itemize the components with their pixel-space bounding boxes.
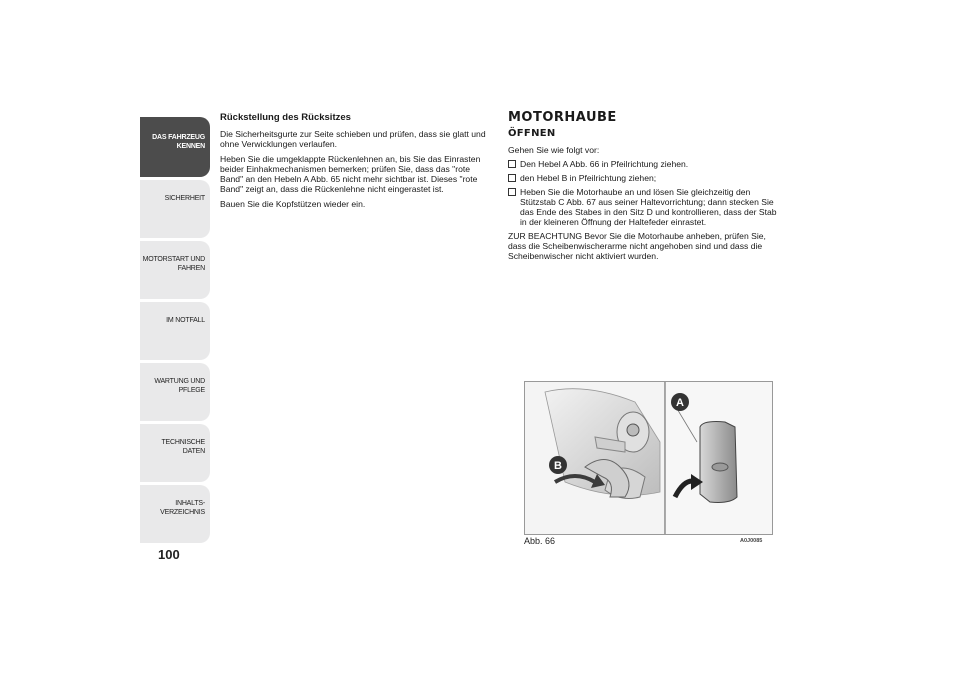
- tab-sicherheit[interactable]: SICHERHEIT: [140, 180, 210, 238]
- sidebar-nav: [140, 117, 210, 546]
- list-item: Heben Sie die Motorhaube an und lösen Sie gleichzeitig den Stützstab C Abb. 67 aus seiner Haltevorrichtung; dann stecken Sie das Ende des Stabes in den Sitz D und kontrollieren, dass der Stab in der kleineren Öffnung der Haltefeder einrastet.: [508, 187, 778, 227]
- tab-wartung-und-pflege[interactable]: WARTUNG UND PFLEGE: [140, 363, 210, 421]
- paragraph: Heben Sie die umgeklappte Rückenlehnen an, bis Sie das Einrasten beider Einhakmechanismen bemerken; prüfen Sie, dass das "rote Band" an den Hebeln A Abb. 65 nicht mehr sichtbar ist. Dieses "rote Band" zeigt an, dass die Rückenlehne nicht eingerastet ist.: [220, 154, 481, 194]
- page-number: 100: [158, 547, 180, 562]
- checkbox-bullet-icon: [508, 160, 516, 168]
- figure-label-a: A: [676, 397, 684, 409]
- checkbox-bullet-icon: [508, 174, 516, 182]
- tab-inhaltsverzeichnis[interactable]: INHALTS- VERZEICHNIS: [140, 485, 210, 543]
- subsection-title: ÖFFNEN: [508, 128, 556, 139]
- right-column: [508, 110, 778, 265]
- section-heading: Rückstellung des Rücksitzes: [220, 112, 351, 123]
- page-title: MOTORHAUBE: [508, 110, 617, 125]
- list-item: Den Hebel A Abb. 66 in Pfeilrichtung ziehen.: [508, 159, 778, 169]
- paragraph: Bauen Sie die Kopfstützen wieder ein.: [220, 199, 366, 209]
- figure-illustration: [524, 381, 773, 535]
- intro-text: Gehen Sie wie folgt vor:: [508, 145, 600, 155]
- tab-im-notfall[interactable]: IM NOTFALL: [140, 302, 210, 360]
- left-column: [220, 113, 490, 214]
- warning-note: ZUR BEACHTUNG Bevor Sie die Motorhaube anheben, prüfen Sie, dass die Scheibenwischerarme nicht angehoben sind und dass die Scheibenwischer nicht aktiviert wurden.: [508, 231, 766, 261]
- checkbox-bullet-icon: [508, 188, 516, 196]
- figure-code: A0J0085: [740, 538, 763, 544]
- hood-lever-illustration: [525, 382, 772, 534]
- figure-label-b: B: [554, 460, 562, 472]
- tab-das-fahrzeug-kennen[interactable]: DAS FAHRZEUG KENNEN: [140, 117, 210, 177]
- paragraph: Die Sicherheitsgurte zur Seite schieben und prüfen, dass sie glatt und ohne Verwicklungen verlaufen.: [220, 129, 486, 149]
- tab-motorstart-und-fahren[interactable]: MOTORSTART UND FAHREN: [140, 241, 210, 299]
- figure-caption: Abb. 66: [524, 536, 556, 546]
- list-item: den Hebel B in Pfeilrichtung ziehen;: [508, 173, 778, 183]
- tab-technische-daten[interactable]: TECHNISCHE DATEN: [140, 424, 210, 482]
